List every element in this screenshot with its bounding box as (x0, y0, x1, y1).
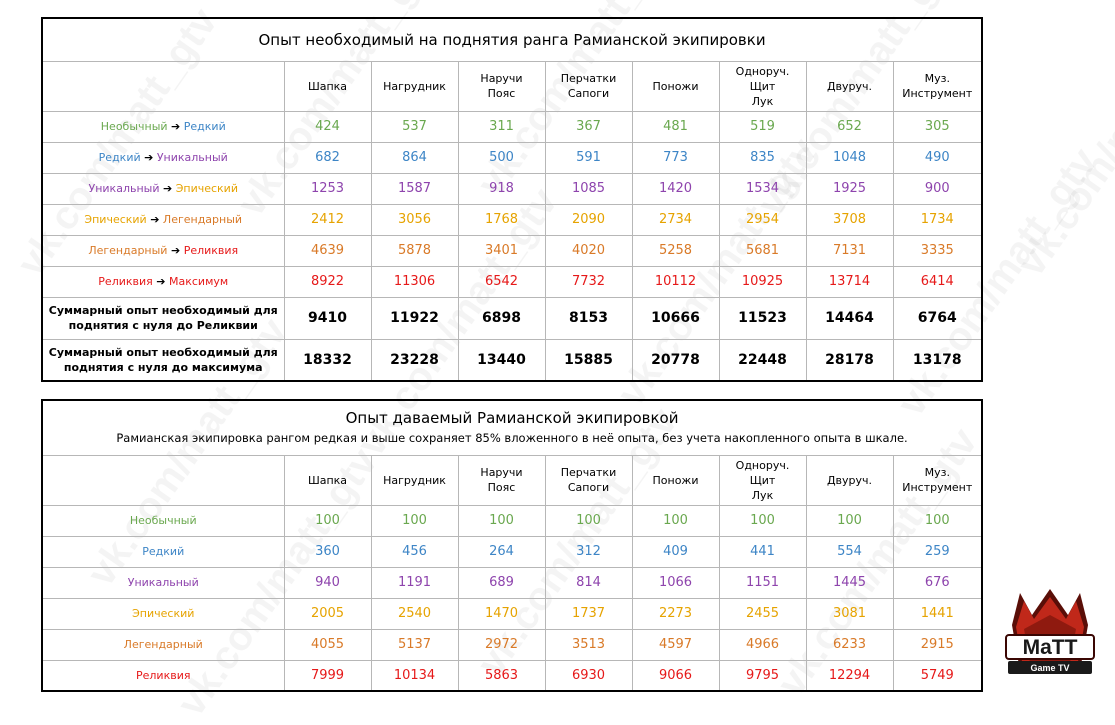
exp-value: 311 (458, 111, 545, 142)
table2-title-cell (42, 400, 982, 455)
exp-value: 5258 (632, 235, 719, 266)
exp-value: 11306 (371, 266, 458, 297)
rank-from: Легендарный (88, 244, 168, 257)
exp-value: 10112 (632, 266, 719, 297)
exp-value: 2954 (719, 204, 806, 235)
watermark-text (1009, 0, 1115, 284)
summary-value: 15885 (545, 339, 632, 381)
exp-value: 9066 (632, 660, 719, 691)
exp-value: 1151 (719, 567, 806, 598)
required-exp-table (41, 17, 983, 382)
exp-value: 264 (458, 536, 545, 567)
table2-col-header (893, 455, 982, 505)
table-row (42, 567, 982, 598)
exp-value: 1066 (632, 567, 719, 598)
rank-label: Необычный (42, 505, 284, 536)
table1-col-header (371, 61, 458, 111)
col-header-line: Пояс (487, 481, 516, 494)
table1-col-header (284, 61, 371, 111)
exp-value: 3401 (458, 235, 545, 266)
exp-value: 100 (806, 505, 893, 536)
exp-value: 814 (545, 567, 632, 598)
exp-value: 10134 (371, 660, 458, 691)
exp-value: 500 (458, 142, 545, 173)
logo-name: MaTT (1022, 636, 1078, 659)
rank-to: Редкий (183, 120, 226, 133)
table2-subtitle: Рамианская экипировка рангом редкая и выше сохраняет 85% вложенного в неё опыта, без учета накопленного опыта в шкале. (116, 431, 908, 446)
summary-label-line: поднятия с нуля до максимума (63, 360, 263, 374)
table-row (42, 173, 982, 204)
exp-value: 4639 (284, 235, 371, 266)
exp-value: 2734 (632, 204, 719, 235)
exp-value: 1191 (371, 567, 458, 598)
col-header-line: Муз. (924, 466, 950, 479)
exp-value: 1445 (806, 567, 893, 598)
exp-value: 554 (806, 536, 893, 567)
summary-row (42, 297, 982, 339)
col-header-line: Одноруч. (735, 458, 790, 472)
rank-from: Редкий (98, 151, 141, 164)
col-header-line: Нагрудник (383, 473, 446, 487)
summary-value: 10666 (632, 297, 719, 339)
table-row (42, 660, 982, 691)
exp-value: 441 (719, 536, 806, 567)
exp-value: 100 (545, 505, 632, 536)
col-header-line: Сапоги (567, 481, 610, 494)
table-row (42, 598, 982, 629)
exp-value: 1925 (806, 173, 893, 204)
exp-value: 3081 (806, 598, 893, 629)
col-header-line: Двуруч. (826, 473, 873, 487)
arrow-right-icon: ➔ (144, 151, 154, 164)
exp-value: 900 (893, 173, 982, 204)
rank-label: Уникальный (42, 567, 284, 598)
summary-row (42, 339, 982, 381)
rank-transition-label (42, 204, 284, 235)
exp-value: 1470 (458, 598, 545, 629)
exp-value: 2972 (458, 629, 545, 660)
exp-value: 1587 (371, 173, 458, 204)
col-header-line: Нагрудник (383, 79, 446, 93)
matt-game-tv-logo (1000, 585, 1100, 680)
rank-to: Легендарный (162, 213, 243, 226)
col-header-line: Сапоги (567, 87, 610, 100)
exp-value: 8922 (284, 266, 371, 297)
rank-label: Эпический (42, 598, 284, 629)
table1-col-header (632, 61, 719, 111)
exp-value: 773 (632, 142, 719, 173)
col-header-line: Щит (749, 473, 776, 487)
exp-value: 1534 (719, 173, 806, 204)
col-header-line: Лук (751, 488, 774, 502)
exp-value: 360 (284, 536, 371, 567)
rank-label: Реликвия (42, 660, 284, 691)
exp-value: 9795 (719, 660, 806, 691)
exp-value: 456 (371, 536, 458, 567)
table2-col-header (545, 455, 632, 505)
exp-value: 2005 (284, 598, 371, 629)
exp-value: 835 (719, 142, 806, 173)
table2-corner-cell (42, 455, 284, 505)
exp-value: 7999 (284, 660, 371, 691)
summary-value: 22448 (719, 339, 806, 381)
exp-value: 312 (545, 536, 632, 567)
arrow-right-icon: ➔ (150, 213, 160, 226)
exp-value: 100 (458, 505, 545, 536)
summary-value: 9410 (284, 297, 371, 339)
col-header-line: Наручи (480, 72, 523, 85)
summary-value: 20778 (632, 339, 719, 381)
exp-value: 100 (719, 505, 806, 536)
rank-to: Уникальный (156, 151, 228, 164)
col-header-line: Двуруч. (826, 79, 873, 93)
exp-value: 5137 (371, 629, 458, 660)
exp-value: 6542 (458, 266, 545, 297)
exp-value: 1048 (806, 142, 893, 173)
exp-value: 2090 (545, 204, 632, 235)
rank-from: Уникальный (88, 182, 160, 195)
summary-label-line: Суммарный опыт необходимый для (48, 304, 278, 317)
exp-value: 5863 (458, 660, 545, 691)
col-header-line: Щит (749, 79, 776, 93)
exp-value: 1737 (545, 598, 632, 629)
exp-value: 1085 (545, 173, 632, 204)
table2-col-header (284, 455, 371, 505)
rank-to: Эпический (175, 182, 238, 195)
exp-value: 1420 (632, 173, 719, 204)
exp-value: 3513 (545, 629, 632, 660)
exp-value: 6233 (806, 629, 893, 660)
col-header-line: Пояс (487, 87, 516, 100)
rank-transition-label (42, 235, 284, 266)
summary-value: 14464 (806, 297, 893, 339)
table-row (42, 536, 982, 567)
summary-value: 11922 (371, 297, 458, 339)
rank-from: Реликвия (98, 275, 153, 288)
arrow-right-icon: ➔ (162, 182, 173, 195)
summary-value: 6898 (458, 297, 545, 339)
exp-value: 424 (284, 111, 371, 142)
rank-from: Эпический (84, 213, 147, 226)
table-row (42, 629, 982, 660)
exp-value: 367 (545, 111, 632, 142)
summary-value: 6764 (893, 297, 982, 339)
exp-value: 940 (284, 567, 371, 598)
table1-corner-cell (42, 61, 284, 111)
exp-value: 100 (632, 505, 719, 536)
summary-value: 23228 (371, 339, 458, 381)
summary-label-line: поднятия с нуля до Реликвии (68, 319, 258, 332)
exp-value: 864 (371, 142, 458, 173)
logo-sub: Game TV (1030, 663, 1070, 673)
exp-value: 3335 (893, 235, 982, 266)
exp-value: 5749 (893, 660, 982, 691)
col-header-line: Лук (751, 94, 774, 108)
exp-value: 1441 (893, 598, 982, 629)
exp-value: 591 (545, 142, 632, 173)
exp-value: 1734 (893, 204, 982, 235)
exp-value: 5878 (371, 235, 458, 266)
rank-label: Легендарный (42, 629, 284, 660)
rank-transition-label (42, 266, 284, 297)
rank-label: Редкий (42, 536, 284, 567)
summary-value: 11523 (719, 297, 806, 339)
exp-value: 409 (632, 536, 719, 567)
exp-value: 537 (371, 111, 458, 142)
given-exp-table (41, 399, 983, 692)
col-header-line: Наручи (480, 466, 523, 479)
exp-value: 4020 (545, 235, 632, 266)
col-header-line: Муз. (924, 72, 950, 85)
col-header-line: Шапка (307, 79, 348, 93)
col-header-line: Поножи (652, 473, 699, 487)
exp-value: 3056 (371, 204, 458, 235)
summary-label (42, 297, 284, 339)
rank-transition-label (42, 142, 284, 173)
summary-label (42, 339, 284, 381)
exp-value: 4966 (719, 629, 806, 660)
summary-label-line: Суммарный опыт необходимый для (48, 345, 278, 359)
arrow-right-icon: ➔ (156, 275, 166, 288)
table2-header-row (42, 455, 982, 505)
exp-value: 918 (458, 173, 545, 204)
col-header-line: Инструмент (902, 87, 973, 100)
exp-value: 2273 (632, 598, 719, 629)
summary-value: 18332 (284, 339, 371, 381)
table1-header-row (42, 61, 982, 111)
exp-value: 2412 (284, 204, 371, 235)
exp-value: 100 (371, 505, 458, 536)
rank-from: Необычный (100, 120, 168, 133)
exp-value: 6930 (545, 660, 632, 691)
table-row (42, 266, 982, 297)
exp-value: 682 (284, 142, 371, 173)
exp-value: 2540 (371, 598, 458, 629)
col-header-line: Одноруч. (735, 64, 790, 78)
exp-value: 10925 (719, 266, 806, 297)
table2-title: Опыт даваемый Рамианской экипировкой (345, 409, 679, 428)
exp-value: 676 (893, 567, 982, 598)
exp-value: 7732 (545, 266, 632, 297)
exp-value: 5681 (719, 235, 806, 266)
table2-col-header (719, 455, 806, 505)
exp-value: 6414 (893, 266, 982, 297)
table1-col-header (806, 61, 893, 111)
summary-value: 13178 (893, 339, 982, 381)
summary-value: 28178 (806, 339, 893, 381)
table1-title: Опыт необходимый на поднятия ранга Рамианской экипировки (42, 18, 982, 61)
rank-transition-label (42, 173, 284, 204)
col-header-line: Инструмент (902, 481, 973, 494)
table2-col-header (632, 455, 719, 505)
table1-col-header (458, 61, 545, 111)
exp-value: 100 (284, 505, 371, 536)
rank-to: Максимум (169, 275, 229, 288)
summary-value: 8153 (545, 297, 632, 339)
table-row (42, 235, 982, 266)
table1-col-header (545, 61, 632, 111)
exp-value: 3708 (806, 204, 893, 235)
col-header-line: Перчатки (560, 72, 617, 85)
table1-col-header (719, 61, 806, 111)
arrow-right-icon: ➔ (171, 120, 181, 133)
rank-transition-label (42, 111, 284, 142)
exp-value: 689 (458, 567, 545, 598)
table-row (42, 142, 982, 173)
exp-value: 4055 (284, 629, 371, 660)
table-row (42, 111, 982, 142)
exp-value: 100 (893, 505, 982, 536)
exp-value: 2455 (719, 598, 806, 629)
table2-col-header (806, 455, 893, 505)
rank-to: Реликвия (183, 244, 239, 257)
exp-value: 490 (893, 142, 982, 173)
exp-value: 1768 (458, 204, 545, 235)
exp-value: 259 (893, 536, 982, 567)
col-header-line: Поножи (652, 79, 699, 93)
table-row (42, 204, 982, 235)
exp-value: 2915 (893, 629, 982, 660)
exp-value: 652 (806, 111, 893, 142)
table1-col-header (893, 61, 982, 111)
exp-value: 13714 (806, 266, 893, 297)
exp-value: 519 (719, 111, 806, 142)
exp-value: 1253 (284, 173, 371, 204)
table2-col-header (371, 455, 458, 505)
summary-value: 13440 (458, 339, 545, 381)
col-header-line: Перчатки (560, 466, 617, 479)
exp-value: 7131 (806, 235, 893, 266)
table2-col-header (458, 455, 545, 505)
exp-value: 305 (893, 111, 982, 142)
col-header-line: Шапка (307, 473, 348, 487)
arrow-right-icon: ➔ (170, 244, 181, 257)
exp-value: 4597 (632, 629, 719, 660)
table-row (42, 505, 982, 536)
exp-value: 481 (632, 111, 719, 142)
exp-value: 12294 (806, 660, 893, 691)
